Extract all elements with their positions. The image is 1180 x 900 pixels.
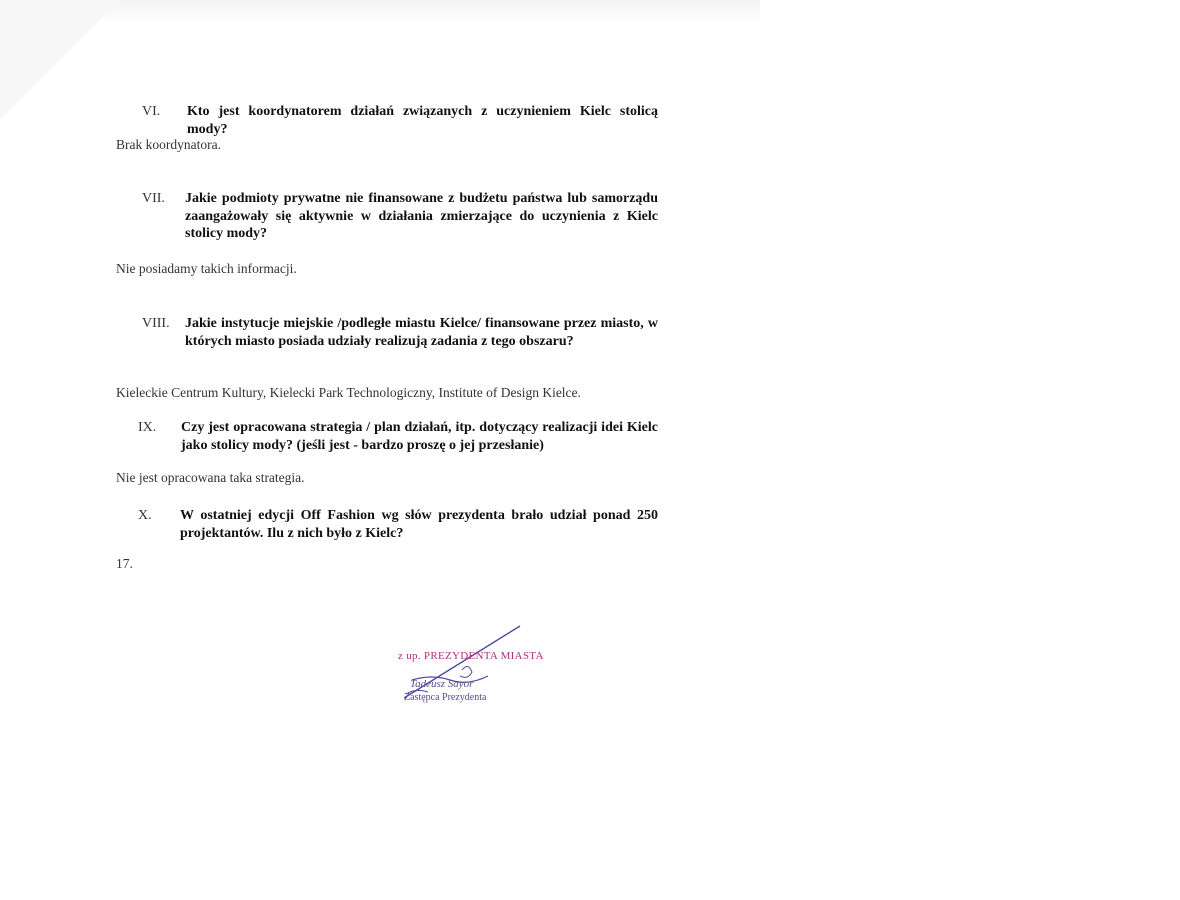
question-8: [142, 315, 658, 350]
question-text: Jakie podmioty prywatne nie finansowane z budżetu państwa lub samorządu zaangażowały się aktywnie w działania zmierzające do uczynienia z Kielc stolicy mody?: [185, 191, 658, 241]
question-7: [142, 190, 658, 243]
answer-8: Kieleckie Centrum Kultury, Kielecki Park Technologiczny, Institute of Design Kielce.: [116, 385, 581, 400]
answer-6: Brak koordynatora.: [116, 137, 221, 152]
question-9: [138, 419, 658, 454]
question-number: VII.: [142, 191, 165, 206]
stamp-signer-title: Zastępca Prezydenta: [404, 692, 487, 703]
stamp-authority-text: z up. PREZYDENTA MIASTA: [398, 650, 544, 662]
question-text: W ostatniej edycji Off Fashion wg słów prezydenta brało udział ponad 250 projektantów. Ilu z nich było z Kielc?: [180, 508, 658, 541]
question-text: Jakie instytucje miejskie /podległe miastu Kielce/ finansowane przez miasto, w których miasto posiada udziały realizują zadania z tego obszaru?: [185, 316, 658, 349]
question-text: Czy jest opracowana strategia / plan działań, itp. dotyczący realizacji idei Kielc jako stolicy mody? (jeśli jest - bardzo proszę o jej przesłanie): [181, 420, 658, 453]
question-number: X.: [138, 508, 152, 523]
stamp-signer-name: Tadeusz Sayor: [410, 678, 474, 690]
question-10: [138, 507, 658, 542]
answer-9: Nie jest opracowana taka strategia.: [116, 470, 305, 485]
question-text: Kto jest koordynatorem działań związanych z uczynieniem Kielc stolicą mody?: [187, 104, 658, 137]
question-number: IX.: [138, 420, 157, 435]
question-6: [142, 103, 658, 138]
official-stamp: [392, 620, 542, 710]
answer-10: 17.: [116, 556, 133, 571]
question-number: VI.: [142, 104, 161, 119]
scan-folded-corner: [0, 0, 120, 120]
answer-7: Nie posiadamy takich informacji.: [116, 261, 297, 276]
question-number: VIII.: [142, 316, 170, 331]
